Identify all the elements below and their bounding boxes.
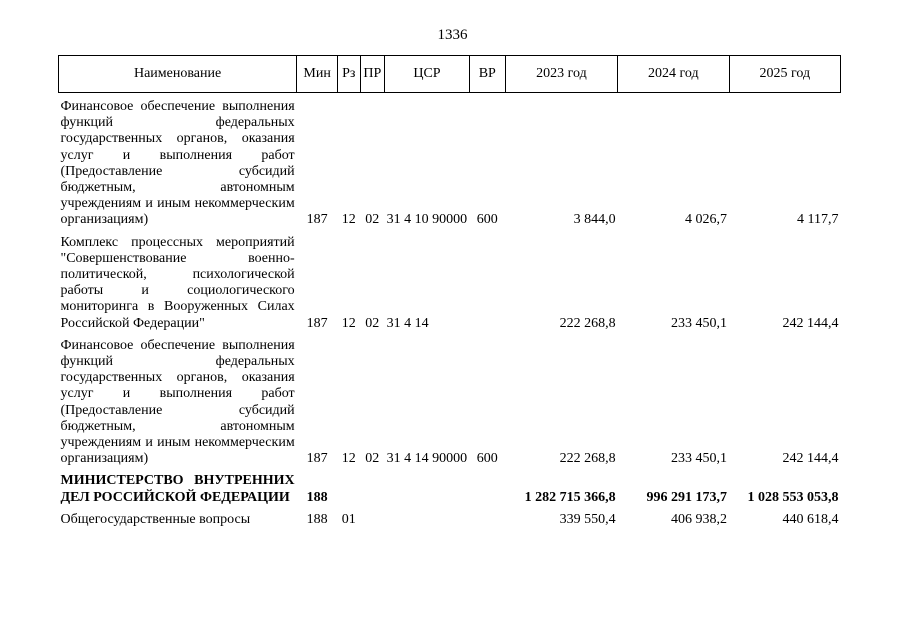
row-rz: 12 — [341, 451, 356, 467]
row-min: 188 — [306, 511, 328, 527]
row-rz: 12 — [341, 315, 356, 331]
header-2024: 2024 год — [618, 56, 729, 93]
table-row — [59, 338, 841, 468]
table-row — [59, 512, 841, 528]
row-min: 187 — [306, 451, 328, 467]
row-rz: 01 — [341, 511, 356, 527]
row-pr — [360, 473, 385, 505]
header-rz: Рз — [338, 56, 360, 93]
row-vr: 600 — [476, 451, 498, 467]
table-row-ministry — [59, 473, 841, 505]
budget-table — [58, 55, 841, 528]
row-min: 187 — [306, 315, 328, 331]
row-pr: 02 — [365, 451, 380, 467]
row-vr — [469, 512, 505, 528]
row-min: 187 — [306, 212, 328, 228]
row-csr: 31 4 10 90000 — [386, 212, 468, 228]
row-csr — [385, 473, 470, 505]
row-csr: 31 4 14 90000 — [386, 451, 468, 467]
row-rz: 12 — [341, 212, 356, 228]
row-rz — [338, 473, 360, 505]
row-name: Комплекс процессных мероприятий "Совершенствование военно-политической, психологической работы и социологического мониторинга в Вооруженных Силах Российской Федерации" — [60, 234, 295, 331]
row-pr — [360, 512, 385, 528]
row-2023: 222 268,8 — [559, 315, 616, 331]
row-2024: 4 026,7 — [685, 212, 728, 228]
row-vr: 600 — [476, 212, 498, 228]
row-vr — [469, 235, 505, 332]
row-name: МИНИСТЕРСТВО ВНУТРЕННИХ ДЕЛ РОССИЙСКОЙ ФЕДЕРАЦИИ — [60, 473, 295, 505]
row-2025: 4 117,7 — [797, 212, 839, 228]
table-row — [59, 99, 841, 229]
table-header-row — [59, 56, 841, 93]
row-2024: 233 450,1 — [671, 451, 728, 467]
header-2023: 2023 год — [505, 56, 617, 93]
row-name: Финансовое обеспечение выполнения функций федеральных государственных органов, оказания услуг и выполнения работ (Предоставление субсидий бюджетным, автономным учреждениям и иным некоммерческим организациям) — [60, 337, 295, 467]
page-number: 1336 — [437, 27, 468, 43]
row-2023: 339 550,4 — [559, 511, 616, 527]
row-2025: 242 144,4 — [782, 451, 839, 467]
table-row — [59, 235, 841, 332]
row-2025: 1 028 553 053,8 — [747, 489, 839, 505]
row-2025: 440 618,4 — [782, 511, 839, 527]
row-2025: 242 144,4 — [782, 315, 839, 331]
row-vr — [469, 473, 505, 505]
row-min: 188 — [306, 489, 328, 505]
header-min: Мин — [297, 56, 338, 93]
row-2024: 996 291 173,7 — [646, 489, 728, 505]
row-csr — [385, 512, 470, 528]
row-pr: 02 — [365, 212, 380, 228]
row-2024: 406 938,2 — [671, 511, 728, 527]
header-pr: ПР — [360, 56, 385, 93]
header-vr: ВР — [469, 56, 505, 93]
row-2024: 233 450,1 — [671, 315, 728, 331]
header-2025: 2025 год — [729, 56, 840, 93]
row-csr: 31 4 14 — [386, 315, 429, 331]
row-name: Общегосударственные вопросы — [60, 511, 251, 527]
row-2023: 222 268,8 — [559, 451, 616, 467]
header-csr: ЦСР — [385, 56, 470, 93]
row-2023: 3 844,0 — [573, 212, 616, 228]
header-name: Наименование — [59, 56, 297, 93]
row-2023: 1 282 715 366,8 — [524, 489, 616, 505]
row-name: Финансовое обеспечение выполнения функций федеральных государственных органов, оказания услуг и выполнения работ (Предоставление субсидий бюджетным, автономным учреждениям и иным некоммерческим организациям) — [60, 99, 295, 228]
row-pr: 02 — [365, 315, 380, 331]
